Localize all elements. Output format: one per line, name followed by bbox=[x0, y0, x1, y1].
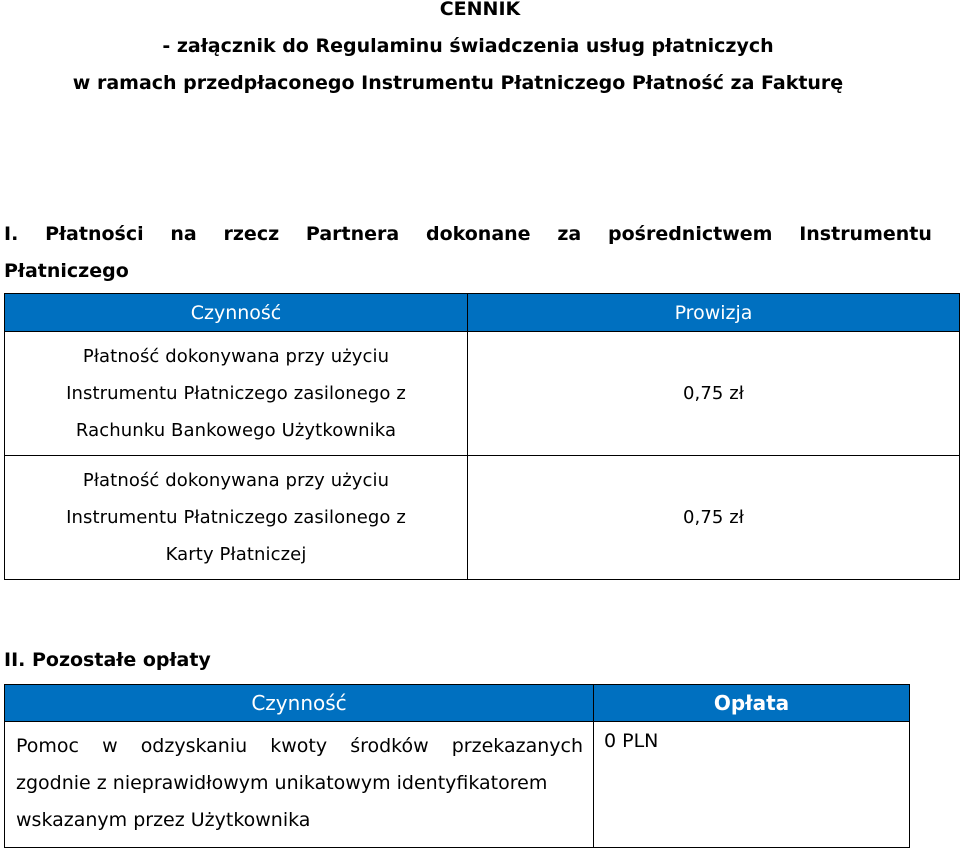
activity-line: Instrumentu Płatniczego zasilonego z bbox=[66, 383, 406, 404]
activity-line: Karty Płatniczej bbox=[165, 544, 307, 565]
activity-cell bbox=[5, 456, 468, 580]
commission-cell: 0,75 zł bbox=[468, 332, 960, 456]
table-header-row bbox=[5, 294, 960, 332]
commission-table bbox=[4, 293, 960, 580]
activity-cell bbox=[5, 332, 468, 456]
table-row bbox=[5, 722, 910, 848]
fee-value: 0 PLN bbox=[604, 730, 659, 752]
section2-heading: II. Pozostałe opłaty bbox=[4, 649, 211, 671]
section1-heading-word: Instrumentu bbox=[799, 223, 932, 245]
section1-heading-word: na bbox=[170, 223, 197, 245]
activity-cell bbox=[5, 722, 594, 848]
activity-line: Instrumentu Płatniczego zasilonego z bbox=[66, 507, 406, 528]
column-header-fee: Opłata bbox=[594, 685, 910, 722]
page-subtitle-line1: - załącznik do Regulaminu świadczenia usług płatniczych bbox=[162, 35, 774, 57]
activity-word: odzyskaniu bbox=[140, 735, 248, 757]
activity-word: środków bbox=[350, 735, 429, 757]
table-row bbox=[5, 456, 960, 580]
section1-heading-word: I. bbox=[4, 223, 19, 245]
activity-word: kwoty bbox=[270, 735, 328, 757]
activity-line bbox=[16, 728, 583, 765]
activity-word: w bbox=[102, 735, 118, 757]
section1-heading-word: Płatności bbox=[45, 223, 144, 245]
section1-heading bbox=[4, 221, 932, 247]
activity-word: Pomoc bbox=[16, 735, 79, 757]
page-title: CENNIK bbox=[439, 0, 521, 20]
activity-line: Płatność dokonywana przy użyciu bbox=[82, 470, 390, 491]
section1-heading-word: Partnera bbox=[305, 223, 400, 245]
column-header-activity: Czynność bbox=[5, 685, 594, 722]
section1-heading-word: pośrednictwem bbox=[607, 223, 773, 245]
activity-line: zgodnie z nieprawidłowym unikatowym identyfikatorem bbox=[16, 772, 548, 794]
column-header-commission: Prowizja bbox=[468, 294, 960, 332]
activity-line: Płatność dokonywana przy użyciu bbox=[82, 346, 390, 367]
activity-line: Rachunku Bankowego Użytkownika bbox=[75, 420, 397, 441]
column-header-activity: Czynność bbox=[5, 294, 468, 332]
section1-heading-word: za bbox=[557, 223, 582, 245]
table-header-row bbox=[5, 685, 910, 722]
page-subtitle-line2: w ramach przedpłaconego Instrumentu Płatniczego Płatność za Fakturę bbox=[72, 72, 844, 94]
activity-line: wskazanym przez Użytkownika bbox=[16, 809, 311, 831]
section1-heading-word: dokonane bbox=[425, 223, 531, 245]
commission-cell: 0,75 zł bbox=[468, 456, 960, 580]
activity-word: przekazanych bbox=[451, 735, 583, 757]
table-row bbox=[5, 332, 960, 456]
section1-heading-word: rzecz bbox=[223, 223, 280, 245]
other-fees-table bbox=[4, 684, 910, 848]
fee-cell bbox=[594, 722, 910, 848]
section1-heading-line2: Płatniczego bbox=[4, 260, 129, 282]
